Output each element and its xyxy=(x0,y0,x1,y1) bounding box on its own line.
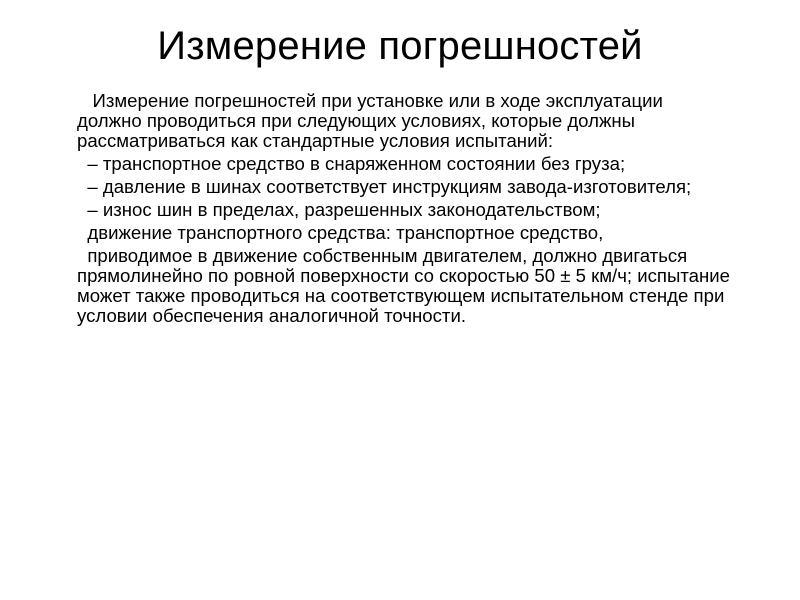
condition-vehicle-motion: движение транспортного средства: транспортное средство, xyxy=(77,222,604,243)
condition-unloaded-vehicle: – транспортное средство в снаряженном состоянии без груза; xyxy=(77,153,626,174)
condition-motion-details: приводимое в движение собственным двигателем, должно двигаться прямолинейно по ровной поверхности со скоростью 50 ± 5 км/ч; испытание может также проводиться на соответствующем испытательном стенде при условии обеспечения аналогичной точности. xyxy=(77,245,736,326)
intro-paragraph: Измерение погрешностей при установке или в ходе эксплуатации должно проводиться при следующих условиях, которые должны рассматриваться как стандартные условия испытаний: xyxy=(77,90,669,151)
slide-title: Измерение погрешностей xyxy=(157,24,643,68)
slide-body xyxy=(77,90,736,329)
condition-tire-wear: – износ шин в пределах, разрешенных законодательством; xyxy=(77,199,601,220)
condition-tire-pressure: – давление в шинах соответствует инструкциям завода-изготовителя; xyxy=(77,176,692,197)
